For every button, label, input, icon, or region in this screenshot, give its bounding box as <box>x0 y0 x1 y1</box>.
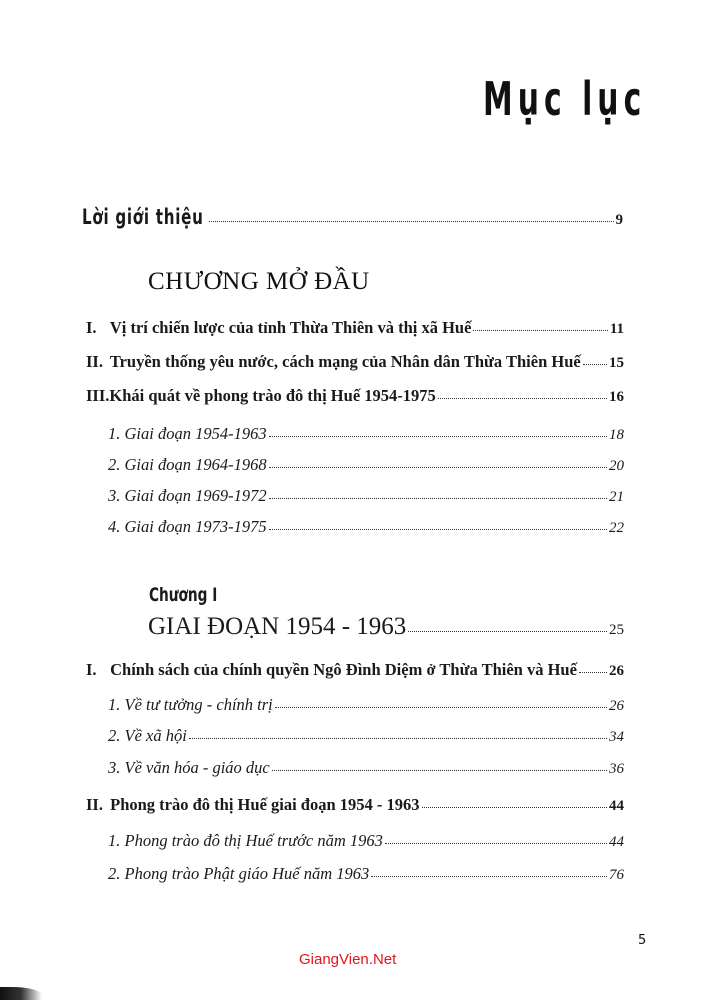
dot-leader <box>269 467 607 468</box>
dot-leader <box>269 436 607 437</box>
dot-leader <box>579 672 607 673</box>
toc-entry-label: 1. Phong trào đô thị Huế trước năm 1963 <box>108 831 383 850</box>
toc-entry-chapter[interactable] <box>148 613 624 641</box>
dot-leader <box>189 738 607 739</box>
toc-entry-page: 21 <box>609 489 624 505</box>
toc-entry-subsection[interactable] <box>108 831 624 851</box>
toc-entry-page: 26 <box>609 698 624 714</box>
toc-entry-page: 36 <box>609 761 624 777</box>
toc-entry-subsection[interactable] <box>108 695 624 715</box>
toc-entry-section[interactable] <box>86 795 624 815</box>
toc-entry-page: 16 <box>609 389 624 405</box>
toc-entry-label: Phong trào đô thị Huế giai đoạn 1954 - 1963 <box>110 795 420 814</box>
dot-leader <box>269 529 607 530</box>
toc-entry-section[interactable] <box>86 660 624 680</box>
toc-entry-subsection[interactable] <box>108 864 624 884</box>
toc-entry-label: Lời giới thiệu <box>82 205 204 229</box>
toc-entry-page: 44 <box>609 798 624 814</box>
toc-entry-page: 20 <box>609 458 624 474</box>
toc-entry-page: 44 <box>609 834 624 850</box>
toc-entry-page: 15 <box>609 355 624 371</box>
toc-entry-subsection[interactable] <box>108 455 624 475</box>
dot-leader <box>209 221 614 222</box>
dot-leader <box>275 707 607 708</box>
toc-entry-page: 34 <box>609 729 624 745</box>
dot-leader <box>371 876 607 877</box>
section-number: II. <box>86 352 103 371</box>
scan-edge-shadow <box>0 987 42 1000</box>
toc-entry-page: 11 <box>609 321 624 337</box>
page-title: Mục lục <box>483 72 647 126</box>
toc-entry-label: 3. Về văn hóa - giáo dục <box>108 758 270 777</box>
dot-leader <box>583 364 607 365</box>
dot-leader <box>422 807 607 808</box>
toc-entry-label: 4. Giai đoạn 1973-1975 <box>108 517 267 536</box>
toc-entry-label: Vị trí chiến lược của tỉnh Thừa Thiên và thị xã Huế <box>109 318 472 337</box>
toc-entry-label: 3. Giai đoạn 1969-1972 <box>108 486 267 505</box>
toc-entry-page: 76 <box>609 867 624 883</box>
toc-entry-intro[interactable] <box>82 205 624 229</box>
dot-leader <box>438 398 607 399</box>
toc-entry-label: 2. Giai đoạn 1964-1968 <box>108 455 267 474</box>
toc-entry-section[interactable] <box>86 352 624 372</box>
page-number: 5 <box>638 933 647 948</box>
toc-entry-label: Khái quát về phong trào đô thị Huế 1954-1975 <box>109 386 436 405</box>
dot-leader <box>408 631 607 632</box>
toc-entry-subsection[interactable] <box>108 517 624 537</box>
dot-leader <box>272 770 607 771</box>
toc-entry-subsection[interactable] <box>108 424 624 444</box>
dot-leader <box>385 843 607 844</box>
watermark-link[interactable]: GiangVien.Net <box>299 951 397 968</box>
toc-entry-page: 25 <box>609 622 624 638</box>
section-number: II. <box>86 795 103 814</box>
section-number: I. <box>86 660 97 679</box>
toc-entry-section[interactable] <box>86 318 624 338</box>
toc-entry-page: 26 <box>609 663 624 679</box>
chapter-heading: GIAI ĐOẠN 1954 - 1963 <box>148 613 407 640</box>
toc-entry-label: Chính sách của chính quyền Ngô Đình Diệm ở Thừa Thiên và Huế <box>110 660 577 679</box>
toc-entry-page: 18 <box>609 427 624 443</box>
toc-entry-page: 22 <box>609 520 624 536</box>
toc-entry-subsection[interactable] <box>108 758 624 778</box>
toc-entry-subsection[interactable] <box>108 486 624 506</box>
section-number: III. <box>86 386 110 405</box>
toc-entry-label: 1. Về tư tưởng - chính trị <box>108 695 273 714</box>
toc-entry-label: 2. Phong trào Phật giáo Huế năm 1963 <box>108 864 370 883</box>
dot-leader <box>269 498 607 499</box>
section-number: I. <box>86 318 97 337</box>
toc-entry-page: 9 <box>615 212 624 228</box>
toc-entry-label: 1. Giai đoạn 1954-1963 <box>108 424 267 443</box>
toc-entry-section[interactable] <box>86 386 624 406</box>
toc-entry-label: Truyền thống yêu nước, cách mạng của Nhân dân Thừa Thiên Huế <box>109 352 581 371</box>
chapter-heading-prologue: CHƯƠNG MỞ ĐẦU <box>148 268 370 295</box>
toc-entry-subsection[interactable] <box>108 726 624 746</box>
toc-entry-label: 2. Về xã hội <box>108 726 187 745</box>
dot-leader <box>473 330 607 331</box>
chapter-label: Chương I <box>149 584 218 606</box>
